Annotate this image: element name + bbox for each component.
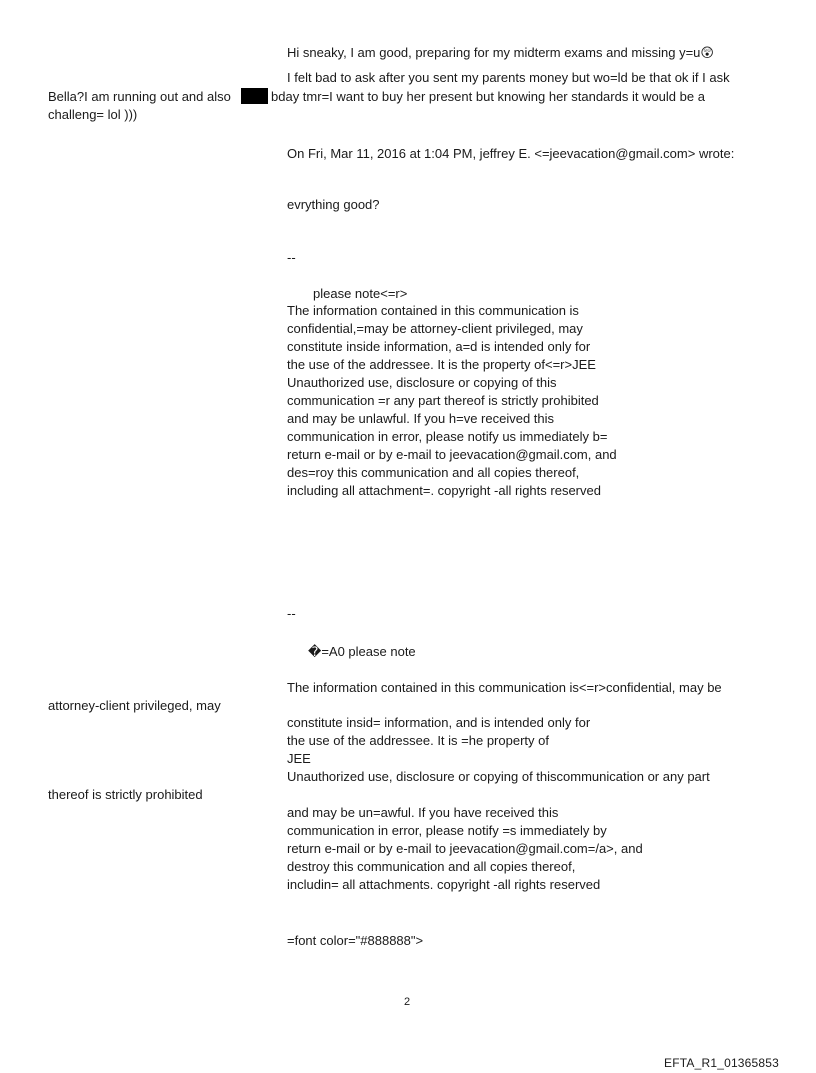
- signature-line: includin= all attachments. copyright -all rights reserved: [287, 877, 601, 892]
- reply-line-4: challeng= lol ))): [48, 107, 138, 122]
- signature-separator-2: --: [287, 606, 296, 621]
- signature-line: Unauthorized use, disclosure or copying of this: [287, 375, 557, 390]
- signature-line: the use of the addressee. It is =he property of: [287, 733, 549, 748]
- signature-line: confidential,=may be attorney-client privileged, may: [287, 321, 583, 336]
- reply-line-1: Hi sneaky, I am good, preparing for my midterm exams and missing y=u😲: [287, 45, 714, 60]
- quote-header: On Fri, Mar 11, 2016 at 1:04 PM, jeffrey E. <=jeevacation@gmail.com> wrote:: [287, 146, 735, 161]
- signature-line: destroy this communication and all copies thereof,: [287, 859, 576, 874]
- signature-line: constitute insid= information, and is intended only for: [287, 715, 591, 730]
- signature-line: including all attachment=. copyright -all rights reserved: [287, 483, 601, 498]
- signature-line: Unauthorized use, disclosure or copying of thiscommunication or any part: [287, 769, 710, 784]
- html-font-tag-remnant: =font color="#888888">: [287, 933, 424, 948]
- signature-line: communication in error, please notify us immediately b=: [287, 429, 608, 444]
- reply-line-3-left: Bella?I am running out and also: [48, 89, 231, 104]
- signature-line: communication =r any part thereof is strictly prohibited: [287, 393, 599, 408]
- signature-line: return e-mail or by e-mail to jeevacation@gmail.com=/a>, and: [287, 841, 643, 856]
- signature-heading-1: please note<=r>: [313, 286, 408, 301]
- signature-line: return e-mail or by e-mail to jeevacation@gmail.com, and: [287, 447, 617, 462]
- signature-line: and may be unlawful. If you h=ve received this: [287, 411, 555, 426]
- quoted-message: evrything good?: [287, 197, 380, 212]
- signature-line-wrap: thereof is strictly prohibited: [48, 787, 203, 802]
- redaction-box: [241, 88, 268, 104]
- signature-line-wrap: attorney-client privileged, may: [48, 698, 221, 713]
- signature-heading-2: �=A0 please note: [308, 644, 416, 659]
- page-number: 2: [404, 996, 411, 1008]
- bates-number: EFTA_R1_01365853: [664, 1056, 780, 1070]
- signature-line: des=roy this communication and all copies thereof,: [287, 465, 580, 480]
- signature-line: The information contained in this communication is: [287, 303, 579, 318]
- signature-line: and may be un=awful. If you have received this: [287, 805, 559, 820]
- signature-line: JEE: [287, 751, 311, 766]
- signature-separator-1: --: [287, 250, 296, 265]
- signature-line: communication in error, please notify =s immediately by: [287, 823, 607, 838]
- signature-line: constitute inside information, a=d is intended only for: [287, 339, 591, 354]
- reply-line-2: I felt bad to ask after you sent my parents money but wo=ld be that ok if I ask: [287, 70, 730, 85]
- signature-line: The information contained in this communication is<=r>confidential, may be: [287, 680, 722, 695]
- reply-line-3-right: bday tmr=I want to buy her present but knowing her standards it would be a: [271, 89, 705, 104]
- signature-line: the use of the addressee. It is the property of<=r>JEE: [287, 357, 596, 372]
